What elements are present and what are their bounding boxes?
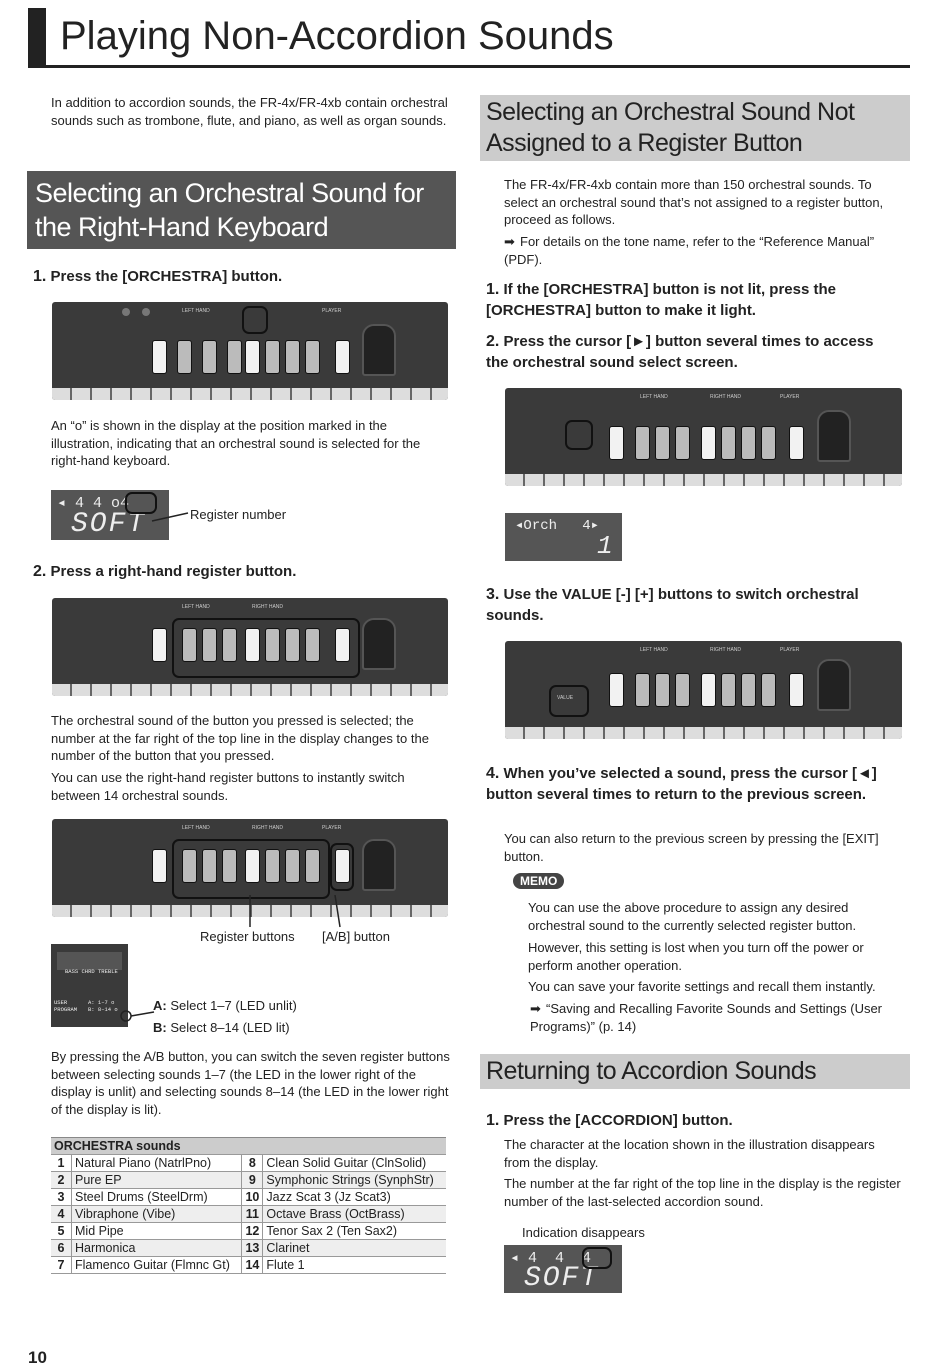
panel-illustration-4: LEFT HAND RIGHT HAND PLAYER bbox=[505, 388, 902, 486]
left-step2-para2: You can use the right-hand register buttons to instantly switch between 14 orchestral sounds. bbox=[51, 770, 405, 803]
ab-display-a-line: A: 1–7 o bbox=[88, 999, 115, 1006]
panel-label-left-hand: LEFT HAND bbox=[182, 308, 210, 314]
step-number: 2. bbox=[33, 563, 47, 580]
left-intro: In addition to accordion sounds, the FR-4x/FR-4xb contain orchestral sounds such as trombone, flute, and piano, as well as organ sounds. bbox=[51, 95, 448, 128]
step-number: 1. bbox=[33, 268, 47, 285]
right-s2-para1: The character at the location shown in the illustration disappears from the display. bbox=[504, 1137, 875, 1170]
memo-para-1: You can use the above procedure to assign any desired orchestral sound to the currently selected register button. bbox=[528, 900, 857, 933]
callout-register-buttons: Register buttons bbox=[200, 929, 295, 944]
ab-display-user-program: USER PROGRAM bbox=[54, 999, 78, 1013]
ab-a-line: A: Select 1–7 (LED unlit) bbox=[153, 998, 297, 1013]
ab-para: By pressing the A/B button, you can switch the seven register buttons between selecting sounds 1–7 (the LED in the lower right of the display is unlit) and selecting sounds 8–14 (the LED in the lower right of the display is lit). bbox=[51, 1049, 450, 1117]
cursor-button-highlight bbox=[565, 420, 593, 450]
panel-label-player: PLAYER bbox=[322, 308, 342, 314]
lcd-top-line: ◂ 4 4 o4 bbox=[57, 495, 130, 512]
left-step1-para: An “o” is shown in the display at the position marked in the illustration, indicating that an orchestral sound is selected for the right-hand keyboard. bbox=[51, 418, 421, 468]
lcd-display-2: ◂Orch 4▸ 1 bbox=[505, 513, 622, 561]
table-row: 6 Harmonica 13 Clarinet bbox=[51, 1240, 446, 1257]
section-heading-returning: Returning to Accordion Sounds bbox=[480, 1054, 910, 1089]
step-text: Press the [ORCHESTRA] button. bbox=[50, 268, 283, 285]
table-header: ORCHESTRA sounds bbox=[51, 1138, 446, 1155]
lcd-display-3: ◂ 4 4 4 SOFT bbox=[504, 1245, 622, 1293]
arrow-right-icon: ➡ bbox=[530, 1001, 541, 1016]
callout-line bbox=[150, 505, 190, 525]
arrow-right-icon: ➡ bbox=[504, 234, 515, 249]
right-s2-step-1: 1. Press the [ACCORDION] button. bbox=[486, 1112, 733, 1129]
memo-ref: ➡ “Saving and Recalling Favorite Sounds and Settings (User Programs)” (p. 14) bbox=[530, 1001, 883, 1034]
ab-display bbox=[51, 944, 128, 1027]
right-s2-para2: The number at the far right of the top line in the display is the register number of the last-selected accordion sound. bbox=[504, 1176, 901, 1209]
register-buttons-highlight bbox=[172, 618, 360, 678]
right-step4-para: You can also return to the previous screen by pressing the [EXIT] button. bbox=[504, 831, 879, 864]
left-step-2 bbox=[33, 561, 296, 582]
orchestra-sounds-table bbox=[51, 1137, 446, 1274]
table-row: 3 Steel Drums (SteelDrm) 10 Jazz Scat 3 (Jz Scat3) bbox=[51, 1189, 446, 1206]
ab-display-header: BASS CHRD TREBLE bbox=[65, 968, 118, 975]
table-row: 2 Pure EP 9 Symphonic Strings (SynphStr) bbox=[51, 1172, 446, 1189]
ab-b-line: B: Select 8–14 (LED lit) bbox=[153, 1020, 290, 1035]
section-heading-right-hand: Selecting an Orchestral Sound for the Right-Hand Keyboard bbox=[27, 171, 456, 249]
callout-indication-disappears: Indication disappears bbox=[522, 1225, 645, 1240]
left-step2-para1: The orchestral sound of the button you pressed is selected; the number at the far right of the top line in the display changes to the number of the button that you pressed. bbox=[51, 713, 429, 763]
callout-ab-button: [A/B] button bbox=[322, 929, 390, 944]
right-ref: ➡ For details on the tone name, refer to the “Reference Manual” (PDF). bbox=[504, 234, 875, 267]
right-step-2: 2. Press the cursor [►] button several times to access the orchestral sound select screen. bbox=[486, 333, 874, 371]
right-intro: The FR-4x/FR-4xb contain more than 150 orchestral sounds. To select an orchestral sound that’s not assigned to a register button, proceed as follows. bbox=[504, 177, 884, 227]
ab-display-b-line: B: 8–14 o bbox=[88, 1006, 118, 1013]
panel-illustration-1 bbox=[52, 302, 448, 400]
value-buttons-highlight bbox=[549, 685, 589, 717]
panel-illustration-5: LEFT HAND RIGHT HAND PLAYER VALUE bbox=[505, 641, 902, 739]
right-step-3: 3. Use the VALUE [-] [+] buttons to switch orchestral sounds. bbox=[486, 586, 859, 624]
orchestra-button-highlight bbox=[242, 306, 268, 334]
lcd-bottom-line: SOFT bbox=[71, 509, 147, 540]
step-text: Press a right-hand register button. bbox=[50, 563, 297, 580]
panel-illustration-2 bbox=[52, 598, 448, 696]
memo-badge: MEMO bbox=[513, 872, 564, 890]
title-accent-bar bbox=[28, 8, 46, 66]
page-number: 10 bbox=[28, 1348, 47, 1367]
left-step-1 bbox=[33, 266, 282, 287]
panel-label-left-hand: LEFT HAND bbox=[182, 604, 210, 610]
right-step-1: 1. If the [ORCHESTRA] button is not lit, press the [ORCHESTRA] button to make it light. bbox=[486, 281, 837, 319]
title-rule bbox=[28, 65, 910, 68]
memo-para-2: However, this setting is lost when you turn off the power or perform another operation. bbox=[528, 940, 864, 973]
memo-para-3: You can save your favorite settings and recall them instantly. bbox=[528, 979, 876, 994]
page-title: Playing Non-Accordion Sounds bbox=[60, 14, 614, 58]
panel-label-right-hand: RIGHT HAND bbox=[252, 604, 284, 610]
panel-label-right-hand: RIGHT HAND bbox=[252, 825, 284, 831]
section-heading-not-assigned: Selecting an Orchestral Sound Not Assigned to a Register Button bbox=[480, 95, 910, 161]
panel-label-player: PLAYER bbox=[322, 825, 342, 831]
callout-register-number: Register number bbox=[190, 507, 287, 522]
panel-label-left-hand: LEFT HAND bbox=[182, 825, 210, 831]
table-row: 1 Natural Piano (NatrlPno) 8 Clean Solid Guitar (ClnSolid) bbox=[51, 1155, 446, 1172]
right-step-4: 4. When you’ve selected a sound, press the cursor [◄] button several times to return to the previous screen. bbox=[486, 765, 877, 803]
table-row: 5 Mid Pipe 12 Tenor Sax 2 (Ten Sax2) bbox=[51, 1223, 446, 1240]
table-row: 7 Flamenco Guitar (Flmnc Gt) 14 Flute 1 bbox=[51, 1257, 446, 1274]
table-row: 4 Vibraphone (Vibe) 11 Octave Brass (OctBrass) bbox=[51, 1206, 446, 1223]
callout-line-ab bbox=[118, 1008, 156, 1024]
callout-lines bbox=[240, 895, 350, 930]
